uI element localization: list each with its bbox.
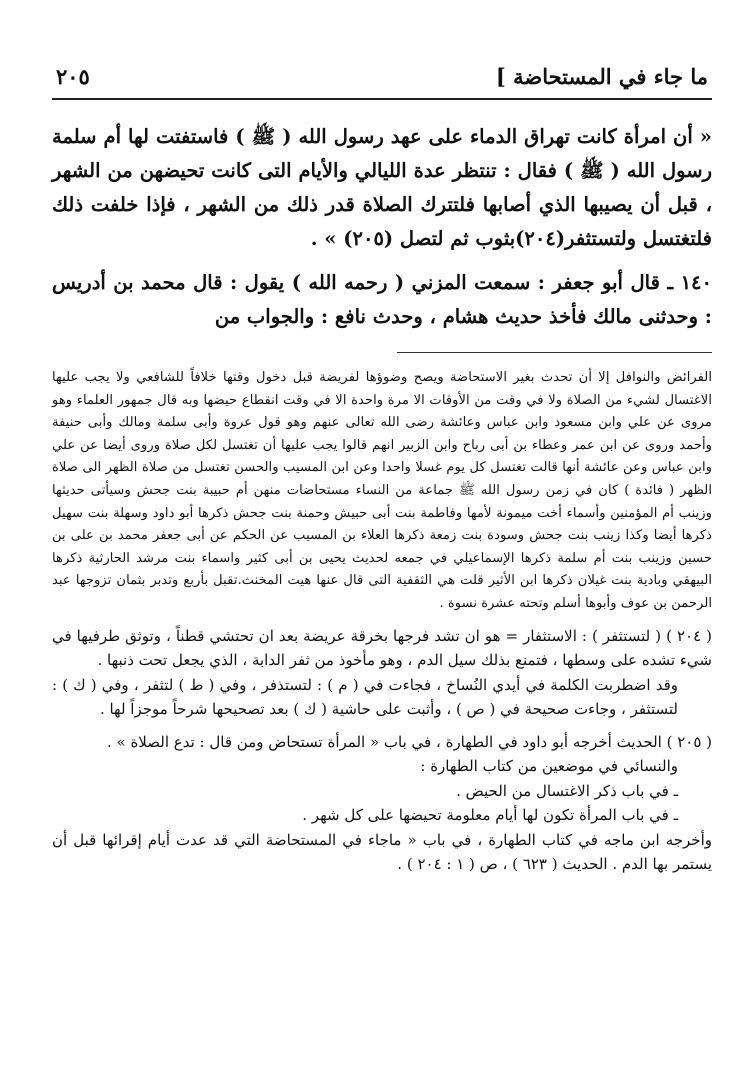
footnote-continuation-text: الفرائض والنوافل إلا أن تحدث بغير الاستحاضة ويصح وضوؤها لفريضة قبل دخول وقتها خلافاً للشافعي ولا يجب عليها الاغتسال لشيء من الصلاة ولا في وقت من الأوقات الا مرة واحدة الا في وقت انقطاع حيضها وبه قال جمهور العلماء وهو مروى عن علي وابن مسعود وابن عباس وعائشة رضى الله تعالى عنهم وهو قول عروة وأبى سلمة ومالك وأبى حنيفة وأحمد وروى عن ابن عمر وعطاء بن أبى رباح وابن الزبير انهم قالوا يجب عليها أن تغتسل لكل صلاة وروى أيضا عن علي وابن عباس وعن عائشة أنها قالت تغتسل كل يوم غسلا واحدا وعن ابن المسيب والحسن تغتسل من صلاة الظهر الى صلاة الظهر ( فائدة ) كان في زمن رسول الله ﷺ جماعة من النساء مستحاضات منهن أم حبيبة بنت جحش وسيأتى حديثها وزينب أم المؤمنين وأسماء أخت ميمونة لأمها وفاطمة بنت أبى حبيش وحمنة بنت جحش ذكرها أبو داود وسهلة بنت سهيل ذكرها أيضا وكذا زينب بنت جحش وسودة بنت زمعة ذكرها العلاء بن المسيب عن الحكم عن أبى جعفر محمد بن على بن حسين وزينب بنت أم سلمة ذكرها الإسماعيلي في جمعه لحديث يحيى بن أبى كثير واسماء بنت مرشد الحارثية ذكرها البيهقي وبادية بنت غيلان ذكرها ابن الأثير قلت هي الثقفية التى قال عنها هيت المخنث.تقبل بأربع وتدبر بثمان تزوجها عبد الرحمن بن عوف وأبوها أسلم وتحته عشرة نسوة . — [52, 370, 712, 611]
page-header — [52, 58, 712, 100]
page-number: ٢٠٥ — [56, 64, 90, 89]
footnote-205-line: ـ في باب ذكر الاغتسال من الحيض . — [456, 781, 678, 800]
chapter-title: ما جاء في المستحاضة ] — [495, 64, 708, 89]
footnote-205: ( ٢٠٥ ) الحديث أخرجه أبو داود في الطهارة ، في باب « المرأة تستحاض ومن قال : تدع الصلاة » . — [106, 732, 712, 751]
narration-140: ١٤٠ ـ قال أبو جعفر : سمعت المزني ( رحمه الله ) يقول : قال محمد بن أدريس : وحدثنى مالك فأخذ حديث هشام ، وحدث نافع : والجواب من — [52, 271, 712, 328]
footnote-divider — [397, 352, 712, 353]
footnotes — [52, 624, 712, 877]
hadith-text: « أن امرأة كانت تهراق الدماء على عهد رسول الله ( ﷺ ) فاستفتت لها أم سلمة رسول الله ( ﷺ ) فقال : تنتظر عدة الليالي والأيام التى كانت تحيضهن من الشهر ، قبل أن يصيبها الذي أصابها فلتترك الصلاة قدر ذلك من الشهر ، فإذا خلفت ذلك فلتغتسل ولتستثفر(٢٠٤)بثوب ثم لتصل (٢٠٥) » . — [52, 125, 712, 250]
main-text — [52, 120, 712, 334]
book-page — [52, 58, 712, 1068]
footnote-205-line: ـ في باب المرأة تكون لها أيام معلومة تحيضها على كل شهر . — [302, 806, 678, 825]
footnote-205-line: والنسائي في موضعين من كتاب الطهارة : — [420, 757, 678, 776]
footnote-continuation — [52, 367, 712, 616]
footnote-204-note: وقد اضطربت الكلمة في أيدي النُساخ ، فجاءت في ( م ) : لتستذفر ، وفي ( ط ) لتثفر ، وفي ( ك ) : لتستثفر ، وجاءت صحيحة في ( ص ) ، وأثبت على حاشية ( ك ) بعد تصحيحها شرحاً موجزاً لها . — [52, 675, 678, 719]
footnote-204: ( ٢٠٤ ) ( لتستثفر ) : الاستثفار = هو ان تشد فرجها بخرقة عريضة بعد ان تحتشي قطناً ، وتوثق طرفيها في شيء تشده على وسطها ، فتمنع بذلك سيل الدم ، وهو مأخوذ من ثفر الدابة ، الذي يجعل تحت ذنبها . — [52, 626, 712, 670]
footnote-205-line: وأخرجه ابن ماجه في كتاب الطهارة ، في باب « ماجاء في المستحاضة التي قد عدت أيام إقرائها قبل أن يستمر بها الدم . الحديث ( ٦٢٣ ) ، ص ( ١ : ٢٠٤ ) . — [52, 830, 712, 874]
